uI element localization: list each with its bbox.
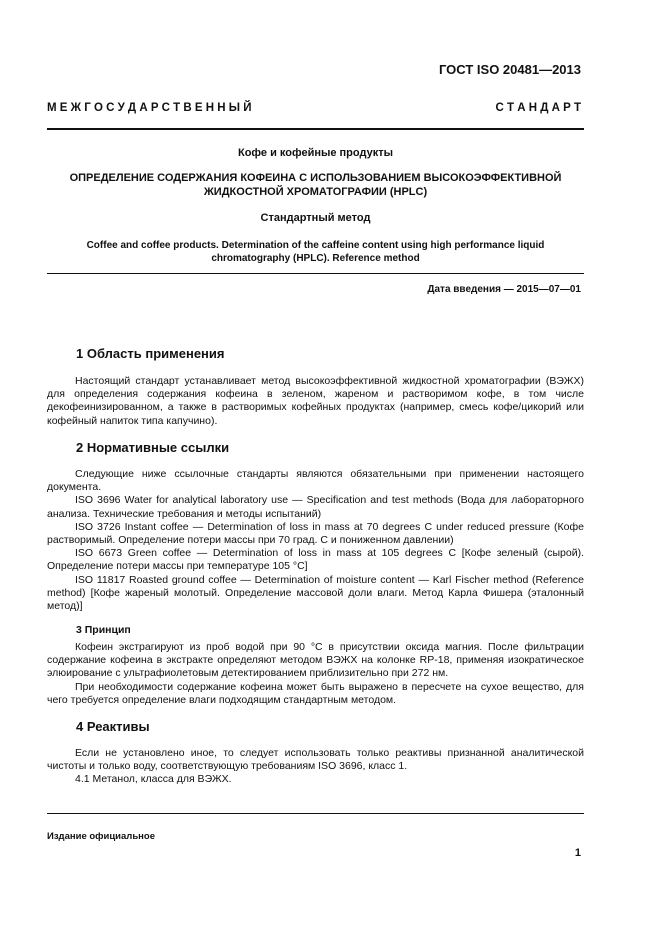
edition-label: Издание официальное — [47, 831, 155, 842]
method-subtitle: Стандартный метод — [260, 212, 371, 224]
paragraph: Если не установлено иное, то следует использовать только реактивы признанной аналитической чистоты и только воду, соответствующую требованиям ISO 3696, класс 1. — [47, 747, 584, 773]
subject-line: Кофе и кофейные продукты — [237, 147, 393, 159]
section-3-body — [47, 641, 584, 707]
english-title: Coffee and coffee products. Determination of the caffeine content using high performance liquid chromatography (HPLC). Reference method — [86, 240, 545, 264]
paragraph: Настоящий стандарт устанавливает метод высокоэффективной жидкостной хроматографии (ВЭЖХ) для определения содержания кофеина в зеленом, жареном и растворимом кофе, в том числе декофеинизированном, а также в растворимых кофейных продуктах (например, смесь кофе/цикорий или кофейный напиток типа капучино). — [47, 375, 584, 427]
paragraph: ISO 6673 Green coffee — Determination of loss in mass at 105 degrees C [Кофе зеленый (сырой). Определение потери массы при температуре 105 °C] — [47, 547, 584, 573]
section-2-body — [47, 468, 584, 613]
header-rule — [47, 128, 584, 130]
section-3-heading: 3 Принцип — [76, 624, 131, 636]
footer-rule — [47, 813, 584, 814]
paragraph: Следующие ниже ссылочные стандарты являются обязательными при применении настоящего документа. — [47, 468, 584, 494]
section-1-heading: 1 Область применения — [76, 346, 225, 361]
effective-date: Дата введения — 2015—07—01 — [427, 284, 581, 295]
document-title: ОПРЕДЕЛЕНИЕ СОДЕРЖАНИЯ КОФЕИНА С ИСПОЛЬЗОВАНИЕМ ВЫСОКОЭФФЕКТИВНОЙ ЖИДКОСТНОЙ ХРОМАТОГРАФИИ (HPLC) — [69, 172, 562, 198]
paragraph: ISO 3726 Instant coffee — Determination of loss in mass at 70 degrees C under reduced pressure (Кофе растворимый. Определение потери массы при 70 град. С и пониженном давлении) — [47, 520, 584, 547]
paragraph: При необходимости содержание кофеина может быть выражено в пересчете на сухое вещество, для чего требуется определение влаги подходящим стандартным методом. — [47, 680, 584, 706]
section-1-body — [47, 375, 584, 428]
title-rule — [47, 273, 584, 274]
standard-banner — [47, 102, 581, 114]
paragraph: ISO 3696 Water for analytical laboratory use — Specification and test methods (Вода для лабораторного анализа. Технические требования и методы испытаний) — [47, 494, 584, 520]
section-2-heading: 2 Нормативные ссылки — [76, 440, 230, 455]
banner-left: М Е Ж Г О С У Д А Р С Т В Е Н Н Ы Й — [47, 102, 252, 114]
section-4-body — [47, 747, 584, 787]
paragraph: 4.1 Метанол, класса для ВЭЖХ. — [75, 773, 232, 786]
section-4-heading: 4 Реактивы — [76, 719, 150, 734]
page-number: 1 — [574, 847, 581, 859]
paragraph: ISO 11817 Roasted ground coffee — Determination of moisture content — Karl Fischer method (Reference method) [Кофе жареный молотый. Определение массовой доли влаги. Метод Карла Фишера (эталонный метод)] — [47, 573, 584, 613]
banner-right: С Т А Н Д А Р Т — [495, 102, 581, 114]
standard-code: ГОСТ ISO 20481—2013 — [438, 62, 581, 77]
paragraph: Кофеин экстрагируют из проб водой при 90 °С в присутствии оксида магния. После фильтрации содержание кофеина в экстракте определяют методом ВЭЖХ на колонке RP-18, применяя изократическое элюирование с ультрафиолетовым детектированием приблизительно при 272 нм. — [47, 641, 584, 680]
